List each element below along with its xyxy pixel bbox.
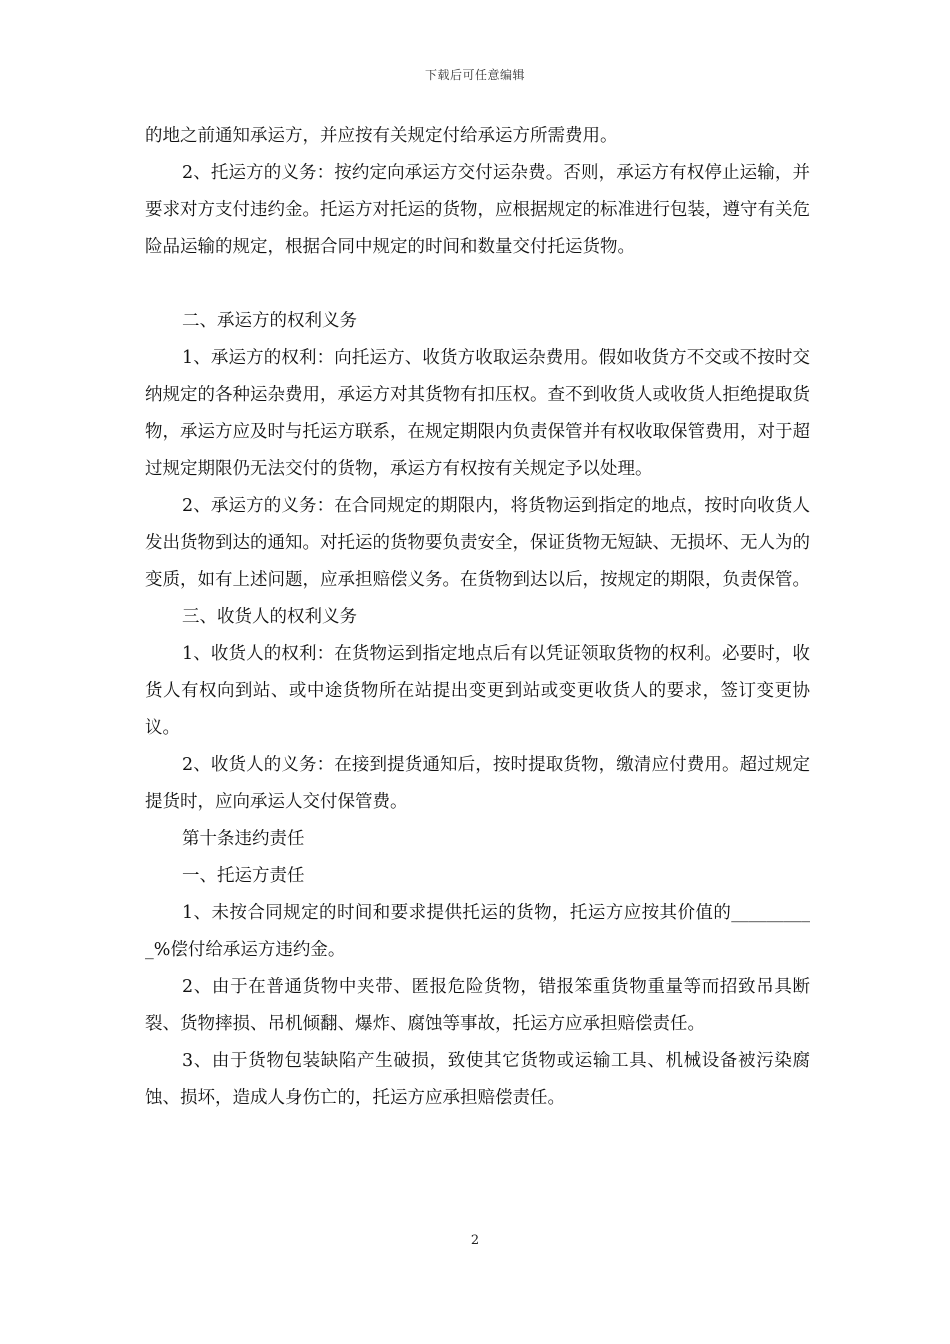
section-heading-shipper-liability: 一、托运方责任: [182, 866, 305, 886]
section-heading-consignee-rights: 三、收货人的权利义务: [182, 607, 357, 627]
paragraph-11: 1、未按合同规定的时间和要求提供托运的货物，托运方应按其价值的__________%偿付给承运方违约金。: [145, 903, 810, 960]
blank-line: [145, 266, 810, 303]
paragraph-13: 3、由于货物包装缺陷产生破损，致使其它货物或运输工具、机械设备被污染腐蚀、损坏，造成人身伤亡的，托运方应承担赔偿责任。: [145, 1051, 810, 1108]
document-body: [145, 118, 810, 1117]
paragraph-12: 2、由于在普通货物中夹带、匿报危险货物，错报笨重货物重量等而招致吊具断裂、货物摔损、吊机倾翻、爆炸、腐蚀等事故，托运方应承担赔偿责任。: [145, 977, 810, 1034]
section-heading-carrier-rights: 二、承运方的权利义务: [182, 311, 357, 331]
paragraph-7: 1、收货人的权利：在货物运到指定地点后有以凭证领取货物的权利。必要时，收货人有权向到站、或中途货物所在站提出变更到站或变更收货人的要求，签订变更协议。: [145, 644, 810, 738]
paragraph-5: 2、承运方的义务：在合同规定的期限内，将货物运到指定的地点，按时向收货人发出货物到达的通知。对托运的货物要负责安全，保证货物无短缺、无损坏、无人为的变质，如有上述问题，应承担赔偿义务。在货物到达以后，按规定的期限，负责保管。: [145, 496, 810, 590]
paragraph-0: 的地之前通知承运方，并应按有关规定付给承运方所需费用。: [145, 126, 618, 146]
page-number: 2: [470, 1233, 480, 1248]
article-heading-liability: 第十条违约责任: [182, 829, 305, 849]
paragraph-1: 2、托运方的义务：按约定向承运方交付运杂费。否则，承运方有权停止运输，并要求对方支付违约金。托运方对托运的货物，应根据规定的标准进行包装，遵守有关危险品运输的规定，根据合同中规定的时间和数量交付托运货物。: [145, 163, 810, 257]
page-header: 下载后可任意编辑: [424, 68, 525, 82]
paragraph-8: 2、收货人的义务：在接到提货通知后，按时提取货物，缴清应付费用。超过规定提货时，应向承运人交付保管费。: [145, 755, 810, 812]
paragraph-4: 1、承运方的权利：向托运方、收货方收取运杂费用。假如收货方不交或不按时交纳规定的各种运杂费用，承运方对其货物有扣压权。查不到收货人或收货人拒绝提取货物，承运方应及时与托运方联系，在规定期限内负责保管并有权收取保管费用，对于超过规定期限仍无法交付的货物，承运方有权按有关规定予以处理。: [145, 348, 810, 479]
